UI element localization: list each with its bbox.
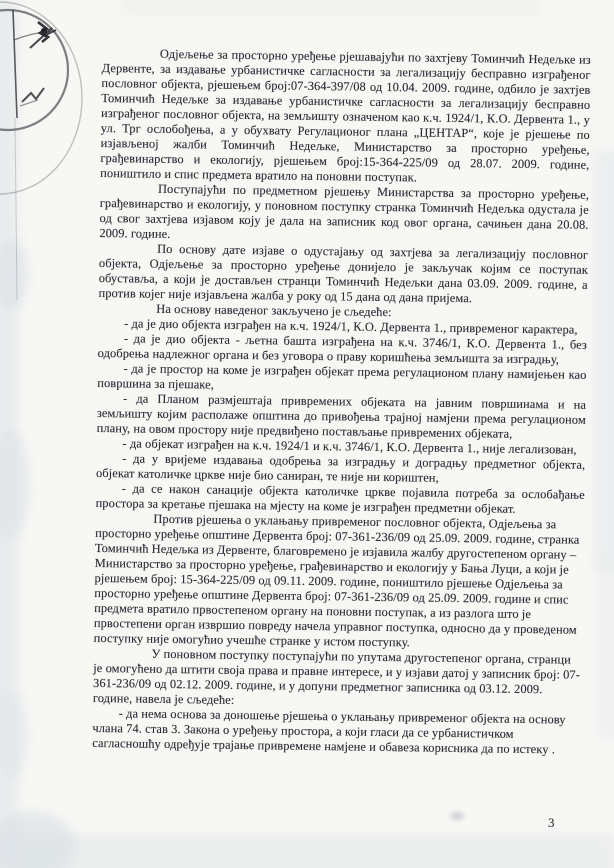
paragraph: - да је дио објекта - љетна башта изграђена на к.ч. 3746/1, К.О. Дервента 1., без одобрења надлежног органа и без уговора о праву коришћења земљишта за изградњу, [97, 331, 587, 367]
page-number: 3 [548, 815, 555, 830]
paragraph: - да Планом размјештаја привремених објеката на јавним површинама и на земљишту којим располаже општина до привођења трајној намјени према регулационом плану, на овом простору није предвиђено постављање привремених објеката, [96, 391, 587, 441]
paragraph: - да је простор на коме је изграђен објекат према регулационом плану намијењен као површина за пјешаке, [97, 361, 587, 392]
paragraph: Против рјешења о уклањању привременог пословног објекта, Одјељења за просторно уређење општине Дервента број: 07-361-236/09 од 25.09. 2009. године, странка Томинчић Недељка из Дервенте, благовремено је изјавила жалбу другостепеном органу – Министарство за просторно уређење, грађевинарство и екологију у Бања Луци, а који је рјешењем број: 15-364-225/09 од 09.11. 2009. године, поништило рјешење Одјељења за просторно уређење општине Дервента број: 07-361-236/09 од 25.09. 2009. године и спис предмета вратило првостепеном органу на поновни поступак, а из разлога што је првостепени орган извршио повреду начела управног поступка, односно да у проведеном поступку није омогућио учешће странке у истом поступку. [93, 511, 580, 650]
paragraph: - да се након санације објекта католичке цркве појавила потреба за ослобађање простора за кретање пјешака на мјесту на коме је изграђен предметни објекат. [95, 481, 585, 516]
scan-smudge [596, 560, 614, 740]
paragraph: - да нема основа за доношење рјешења о уклањању привременог објекта на основу члана 74. став 3. Закона о уређењу простора, а који гласи да се урбанистичком сагласношћу одређује трајање привремене намјене и обавеза корисника да по истеку . [92, 706, 566, 757]
scan-smudge [450, 812, 464, 820]
paragraph: На основу наведеног закључено је сљедеће: [156, 301, 392, 320]
document-text [92, 46, 591, 758]
paragraph: - да је дио објекта изграђен на к.ч. 1924/1, К.О. Дервента 1., привременог карактера, [124, 316, 578, 337]
scan-smudge [0, 834, 614, 868]
paragraph: Одјељење за просторно уређење рјешавајући по захтјеву Томинчић Недељке из Дервенте, за издавање урбанистичке сагласности за легализацију бесправно изграђеног пословног објекта, рјешењем број:07-364-397/08 од 10.04. 2009. године, одбило је захтјев Томинчић Недељке за издавање урбанистичке сагласности за легализацију бесправно изграђеног пословног објекта, на земљишту означеном као к.ч. 1924/1, К.О. Дервента 1., у ул. Трг ослобођења, а у обухвату Регулационог плана „ЦЕНТАР“, које је рјешење по изјављеној жалби Томинчић Недељке, Министарство за просторно уређење, грађевинарство и екологију, рјешењем број:15-364-225/09 од 28.07. 2009. године, поништило и спис предмета вратило на поновни поступак. [100, 46, 591, 185]
paragraph: - да објекат изграђен на к.ч. 1924/1 и к.ч. 3746/1, К.О. Дервента 1., није легализован, [122, 436, 577, 457]
scan-smudge [0, 430, 30, 540]
paragraph: По основу дате изјаве о одустајању од захтјева за легализацију пословног објекта, Одјељење за просторно уређење донијело је закључак којим се поступак обуставља, а који је достављен странци Томинчић Недељки дана 03.09. 2009. године, а против којег није изјављена жалба у року од 15 дана од дана пријема. [98, 241, 589, 306]
paragraph: У поновном поступку поступајући по упутама другостепеног органа, странци је омогућено да штити своја права и правне интересе, и у изјави датој у записник број: 07-361-236/09 од 02.12. 2009. године, и у допуни предметног записника од 03.12. 2009. године, навела је сљедеће: [92, 646, 581, 707]
scan-smudge [0, 812, 76, 868]
scan-smudge [0, 690, 28, 780]
scan-smudge [594, 150, 614, 570]
scan-edge-line [13, 10, 17, 118]
paragraph: - да у вријеме издавања одобрења за изградњу и доградњу предметног објекта, објекат католичке цркве није био саниран, те није ни кориштен, [95, 451, 586, 485]
paragraph: Поступајући по предметном рјешењу Министарства за просторно уређење, грађевинарство и екологију, у поновном поступку странка Томинчић Недељка одустала је од свог захтјева изјавом коју је дала на записник код овог органа, сачињен дана 20.08. 2009. године. [99, 181, 590, 241]
